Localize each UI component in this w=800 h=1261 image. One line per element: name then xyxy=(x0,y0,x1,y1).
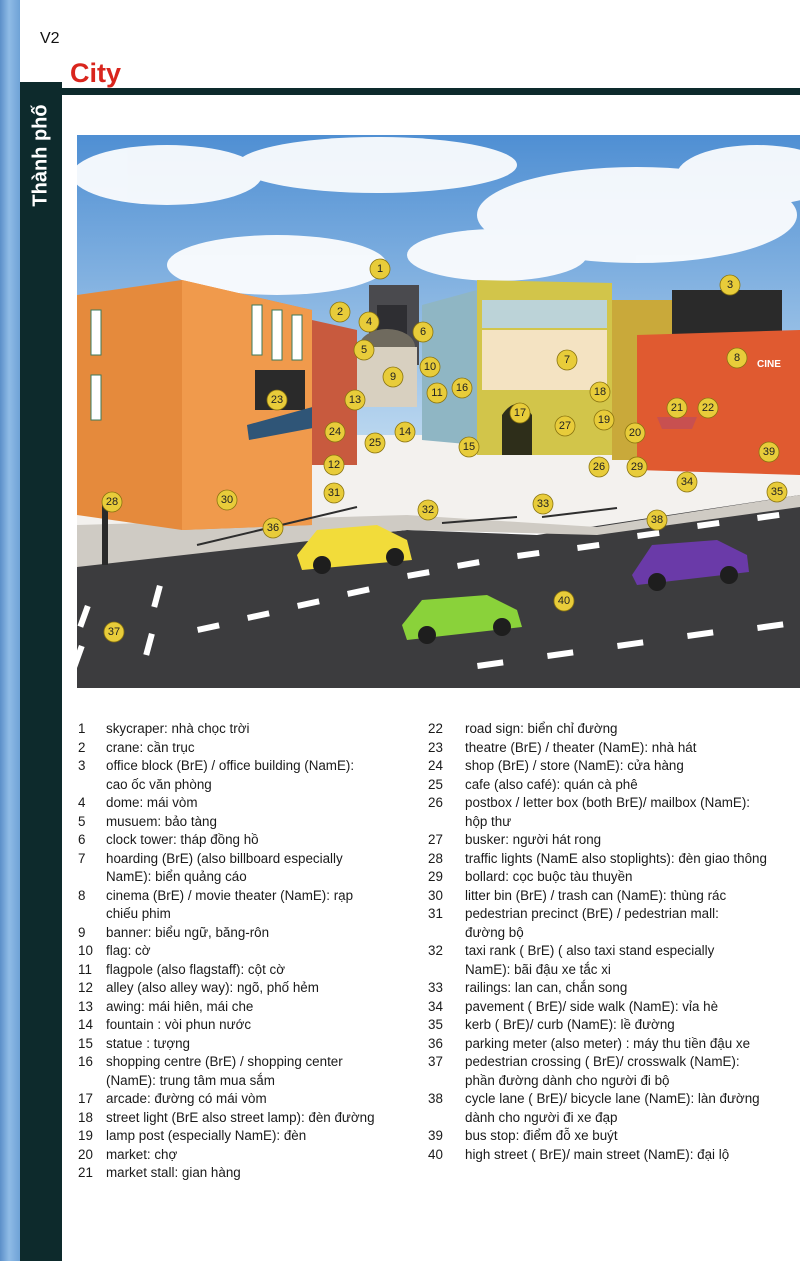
vocab-text: alley (also alley way): ngõ, phố hẻm xyxy=(106,980,319,995)
vocab-text: flag: cờ xyxy=(106,943,151,958)
vocab-item xyxy=(428,942,800,979)
marker-label: 35 xyxy=(770,486,784,498)
number-marker xyxy=(590,382,610,402)
marker-label: 10 xyxy=(423,361,437,373)
city-illustration xyxy=(77,135,800,688)
vocab-item xyxy=(428,850,800,869)
city-scene xyxy=(77,135,800,688)
marker-label: 7 xyxy=(563,354,571,366)
marker-label: 30 xyxy=(220,494,234,506)
marker-label: 12 xyxy=(327,459,341,471)
vocab-text: railings: lan can, chắn song xyxy=(465,980,628,995)
vocab-text: statue : tượng xyxy=(106,1035,190,1051)
vocab-item xyxy=(78,794,408,813)
vocab-item xyxy=(78,831,408,850)
number-marker xyxy=(427,383,447,403)
number-marker xyxy=(324,455,344,475)
marker-label: 3 xyxy=(726,279,734,291)
vocab-text: bollard: cọc buộc tàu thuyền xyxy=(465,869,633,884)
vocab-text: arcade: đường có mái vòm xyxy=(106,1091,267,1106)
marker-label: 21 xyxy=(670,402,684,414)
vocab-number: 36 xyxy=(428,1035,443,1051)
vocab-number: 11 xyxy=(78,961,92,977)
marker-label: 24 xyxy=(328,426,342,438)
page-label: V2 xyxy=(20,0,62,82)
number-marker xyxy=(395,422,415,442)
vocab-number: 3 xyxy=(78,758,86,773)
vocab-number: 9 xyxy=(78,924,86,940)
vocab-list-right xyxy=(428,720,800,1164)
vocab-item xyxy=(78,1146,408,1165)
vocab-item xyxy=(428,1127,800,1146)
vocab-item xyxy=(78,1035,408,1054)
vocab-text: postbox / letter box (both BrE)/ mailbox (NamE): hộp thư xyxy=(465,795,751,829)
vocab-list-left xyxy=(78,720,408,1183)
vocab-number: 14 xyxy=(78,1017,93,1032)
side-tab xyxy=(20,82,62,1261)
number-marker xyxy=(102,492,122,512)
marker-label: 40 xyxy=(557,595,571,607)
number-marker xyxy=(413,322,433,342)
marker-label: 16 xyxy=(455,382,469,394)
vocab-text: kerb ( BrE)/ curb (NamE): lề đường xyxy=(465,1017,675,1032)
marker-label: 18 xyxy=(593,386,607,398)
vocab-item xyxy=(428,998,800,1017)
vocab-number: 5 xyxy=(78,813,86,829)
vocab-text: cafe (also café): quán cà phê xyxy=(465,776,638,792)
vocab-text: crane: cần trục xyxy=(106,739,195,755)
vocab-text: awing: mái hiên, mái che xyxy=(106,998,254,1014)
side-tab-label-wrap xyxy=(20,90,62,220)
vocab-text: clock tower: tháp đồng hồ xyxy=(106,832,259,847)
vocab-number: 27 xyxy=(428,832,443,847)
vocab-item xyxy=(78,1109,408,1128)
vocab-text: cycle lane ( BrE)/ bicycle lane (NamE): làn đường dành cho người đi xe đạp xyxy=(465,1091,760,1125)
vocab-number: 24 xyxy=(428,758,443,773)
number-marker xyxy=(459,437,479,457)
vocab-number: 25 xyxy=(428,776,443,792)
vocab-text: pedestrian crossing ( BrE)/ crosswalk (NamE): phần đường dành cho người đi bộ xyxy=(465,1054,740,1088)
number-marker xyxy=(759,442,779,462)
number-marker xyxy=(365,433,385,453)
vocab-item xyxy=(428,887,800,906)
marker-label: 25 xyxy=(368,437,382,449)
number-marker xyxy=(452,378,472,398)
vocab-number: 18 xyxy=(78,1109,93,1125)
vocab-number: 29 xyxy=(428,869,443,884)
number-marker xyxy=(557,350,577,370)
number-marker xyxy=(555,416,575,436)
vocab-item xyxy=(428,868,800,887)
vocab-number: 7 xyxy=(78,850,86,866)
vocab-text: musuem: bảo tàng xyxy=(106,813,217,829)
vocab-item xyxy=(78,739,408,758)
vocab-item xyxy=(78,720,408,739)
marker-label: 4 xyxy=(365,316,373,328)
vocab-text: litter bin (BrE) / trash can (NamE): thùng rác xyxy=(465,887,727,903)
vocab-number: 21 xyxy=(78,1165,93,1180)
vocab-number: 35 xyxy=(428,1017,443,1032)
vocab-item xyxy=(428,1146,800,1165)
marker-label: 36 xyxy=(266,522,280,534)
number-marker xyxy=(359,312,379,332)
vocab-text: market: chợ xyxy=(106,1146,178,1162)
vocab-item xyxy=(78,1016,408,1035)
vocab-item xyxy=(428,831,800,850)
number-marker xyxy=(345,390,365,410)
number-marker xyxy=(263,518,283,538)
number-marker xyxy=(217,490,237,510)
vocab-number: 34 xyxy=(428,998,443,1014)
marker-label: 26 xyxy=(592,461,606,473)
number-marker xyxy=(330,302,350,322)
hoarding xyxy=(482,330,607,390)
vocab-item xyxy=(428,776,800,795)
marker-label: 13 xyxy=(348,394,362,406)
number-marker xyxy=(554,591,574,611)
vocab-number: 38 xyxy=(428,1091,443,1106)
marker-label: 9 xyxy=(389,371,397,383)
marker-label: 2 xyxy=(336,306,344,318)
marker-label: 33 xyxy=(536,498,550,510)
number-marker xyxy=(698,398,718,418)
vocab-number: 1 xyxy=(78,721,86,736)
number-marker xyxy=(383,367,403,387)
vocab-item xyxy=(428,1016,800,1035)
number-marker xyxy=(325,422,345,442)
vocab-text: shopping centre (BrE) / shopping center (NamE): trung tâm mua sắm xyxy=(106,1054,343,1088)
marker-label: 20 xyxy=(628,427,642,439)
vocab-text: traffic lights (NamE also stoplights): đèn giao thông xyxy=(465,850,767,866)
vocab-item xyxy=(78,757,408,794)
cinema-sign: CINE xyxy=(757,359,781,370)
marker-label: 22 xyxy=(701,402,715,414)
number-marker xyxy=(667,398,687,418)
marker-label: 37 xyxy=(107,626,121,638)
vocab-number: 8 xyxy=(78,887,86,903)
number-marker xyxy=(625,423,645,443)
vocab-text: dome: mái vòm xyxy=(106,795,198,810)
marker-label: 27 xyxy=(558,420,572,432)
vocab-text: parking meter (also meter) : máy thu tiền đậu xe xyxy=(465,1035,751,1051)
vocab-text: skycraper: nhà chọc trời xyxy=(106,721,250,736)
vocab-item xyxy=(78,1090,408,1109)
marker-label: 23 xyxy=(270,394,284,406)
vocab-number: 4 xyxy=(78,795,86,810)
vocab-number: 13 xyxy=(78,998,93,1014)
vocab-number: 10 xyxy=(78,943,93,958)
vocab-text: street light (BrE also street lamp): đèn đường xyxy=(106,1109,375,1125)
number-marker xyxy=(677,472,697,492)
number-marker xyxy=(720,275,740,295)
vocab-text: banner: biểu ngữ, băng-rôn xyxy=(106,924,270,940)
vocab-number: 16 xyxy=(78,1054,93,1069)
vocab-text: office block (BrE) / office building (NamE): cao ốc văn phòng xyxy=(106,758,355,792)
vocab-text: fountain : vòi phun nước xyxy=(106,1017,252,1032)
vocab-item xyxy=(78,813,408,832)
vocab-number: 12 xyxy=(78,980,93,995)
vocab-number: 15 xyxy=(78,1035,93,1051)
vocab-number: 33 xyxy=(428,980,443,995)
page-title: City xyxy=(70,58,122,88)
vocab-number: 2 xyxy=(78,739,86,755)
vocab-number: 32 xyxy=(428,943,443,958)
vocab-number: 31 xyxy=(428,906,443,921)
vocab-number: 30 xyxy=(428,887,443,903)
number-marker xyxy=(370,259,390,279)
vocab-item xyxy=(428,720,800,739)
marker-label: 31 xyxy=(327,487,341,499)
vocab-text: busker: người hát rong xyxy=(465,832,602,847)
vocab-text: hoarding (BrE) (also billboard especially NamE): biển quảng cáo xyxy=(106,850,343,884)
vocab-text: theatre (BrE) / theater (NamE): nhà hát xyxy=(465,739,697,755)
vocab-number: 37 xyxy=(428,1054,443,1069)
number-marker xyxy=(267,390,287,410)
vocab-item xyxy=(78,961,408,980)
number-marker xyxy=(589,457,609,477)
vocab-text: flagpole (also flagstaff): cột cờ xyxy=(106,961,285,977)
vocab-number: 23 xyxy=(428,739,443,755)
marker-label: 8 xyxy=(733,352,741,364)
marker-label: 28 xyxy=(105,496,119,508)
marker-label: 19 xyxy=(597,414,611,426)
number-marker xyxy=(594,410,614,430)
vocab-item xyxy=(428,1090,800,1127)
vocab-text: lamp post (especially NamE): đèn xyxy=(106,1128,307,1143)
vocab-number: 39 xyxy=(428,1128,443,1143)
vocab-text: shop (BrE) / store (NamE): cửa hàng xyxy=(465,758,684,773)
vocab-item xyxy=(78,850,408,887)
title-rule xyxy=(62,88,800,95)
number-marker xyxy=(533,494,553,514)
vocab-item xyxy=(78,998,408,1017)
vocab-text: road sign: biển chỉ đường xyxy=(465,721,618,736)
marker-label: 32 xyxy=(421,504,435,516)
marker-label: 15 xyxy=(462,441,476,453)
marker-label: 34 xyxy=(680,476,694,488)
vocab-item xyxy=(78,924,408,943)
marker-label: 39 xyxy=(762,446,776,458)
vocab-text: market stall: gian hàng xyxy=(106,1165,241,1180)
market-stall xyxy=(657,417,697,429)
vocab-text: bus stop: điểm đỗ xe buýt xyxy=(465,1128,618,1143)
number-marker xyxy=(627,457,647,477)
number-marker xyxy=(647,510,667,530)
number-marker xyxy=(354,340,374,360)
vocab-number: 40 xyxy=(428,1146,443,1162)
marker-label: 38 xyxy=(650,514,664,526)
vocab-item xyxy=(78,942,408,961)
number-marker xyxy=(418,500,438,520)
number-marker xyxy=(104,622,124,642)
number-marker xyxy=(420,357,440,377)
vocab-item xyxy=(78,979,408,998)
traffic-lights xyxy=(102,505,108,565)
vocab-item xyxy=(78,887,408,924)
vocab-text: high street ( BrE)/ main street (NamE): đại lộ xyxy=(465,1146,730,1162)
vocab-number: 28 xyxy=(428,850,443,866)
vocab-text: cinema (BrE) / movie theater (NamE): rạp chiếu phim xyxy=(106,887,354,921)
vocab-item xyxy=(428,1053,800,1090)
number-marker xyxy=(767,482,787,502)
vocab-number: 22 xyxy=(428,721,443,736)
book-spine xyxy=(0,0,20,1261)
vocab-number: 6 xyxy=(78,832,86,847)
marker-label: 5 xyxy=(360,344,368,356)
vocab-text: pedestrian precinct (BrE) / pedestrian mall: đường bộ xyxy=(465,906,719,940)
vocab-item xyxy=(78,1127,408,1146)
marker-label: 14 xyxy=(398,426,412,438)
vocab-item xyxy=(428,739,800,758)
vocab-number: 17 xyxy=(78,1091,93,1106)
vocab-number: 26 xyxy=(428,795,443,810)
vocab-item xyxy=(428,794,800,831)
marker-label: 29 xyxy=(630,461,644,473)
marker-label: 17 xyxy=(513,407,527,419)
vocab-item xyxy=(428,757,800,776)
vocab-text: taxi rank ( BrE) ( also taxi stand especially NamE): bãi đậu xe tắc xi xyxy=(465,943,715,977)
vocab-item xyxy=(78,1164,408,1183)
side-tab-label: Thành phố xyxy=(29,103,52,207)
vocab-item xyxy=(428,905,800,942)
number-marker xyxy=(510,403,530,423)
vocab-item xyxy=(428,979,800,998)
number-marker xyxy=(324,483,344,503)
vocab-number: 19 xyxy=(78,1128,93,1143)
marker-label: 6 xyxy=(419,326,427,338)
number-marker xyxy=(727,348,747,368)
vocab-text: pavement ( BrE)/ side walk (NamE): vỉa hè xyxy=(465,998,719,1014)
vocab-item xyxy=(428,1035,800,1054)
marker-label: 11 xyxy=(431,387,443,399)
vocab-item xyxy=(78,1053,408,1090)
marker-label: 1 xyxy=(376,263,384,275)
vocab-number: 20 xyxy=(78,1146,93,1162)
